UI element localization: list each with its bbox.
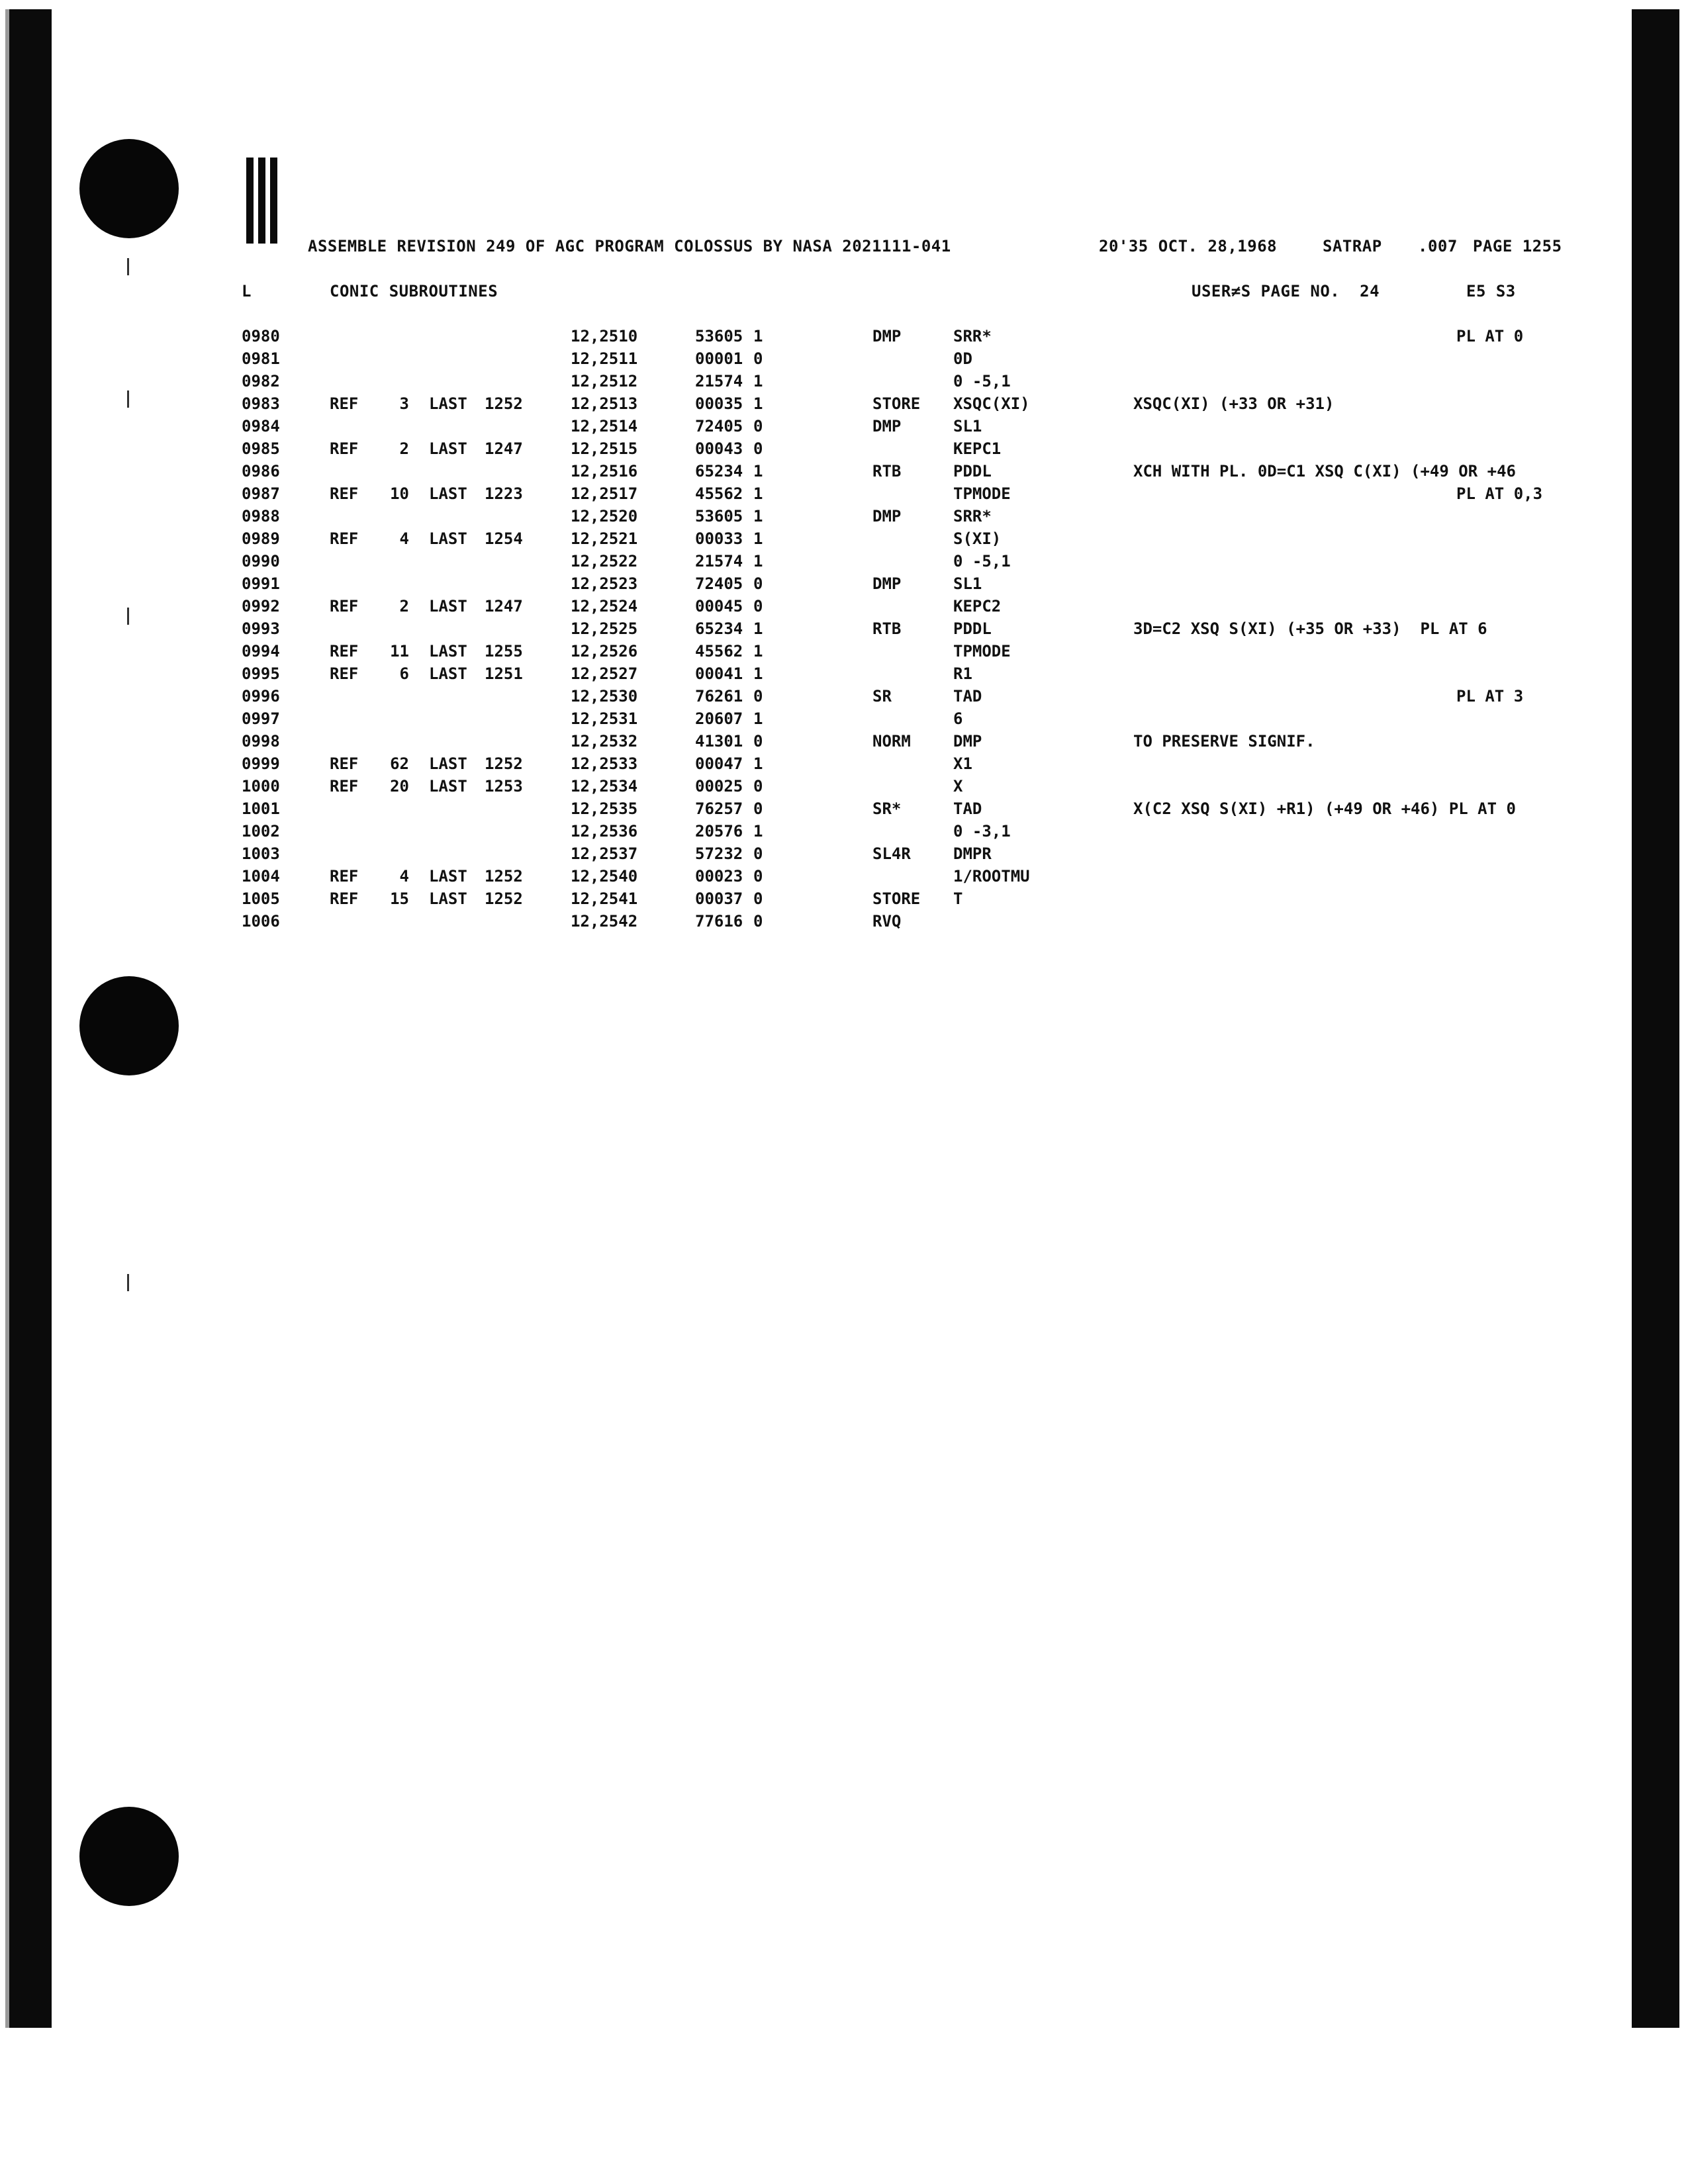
operand: 0 -5,1 [953, 552, 1011, 570]
listing-row [0, 486, 1688, 507]
octal-code: 72405 [695, 417, 743, 435]
listing-row [0, 576, 1688, 597]
parity: 0 [753, 889, 763, 908]
user-page: USER≠S PAGE NO. 24 [1192, 282, 1380, 300]
listing-row [0, 396, 1688, 417]
listing-row [0, 373, 1688, 394]
opcode: STORE [872, 394, 921, 413]
line-number: 0993 [242, 619, 280, 638]
listing-row [0, 801, 1688, 822]
line-number: 0994 [242, 642, 280, 660]
parity: 0 [753, 799, 763, 818]
operand: 0 -3,1 [953, 822, 1011, 841]
address: 12,2532 [571, 732, 638, 751]
listing-row [0, 711, 1688, 732]
ref-label: REF [330, 529, 359, 548]
octal-code: 41301 [695, 732, 743, 751]
comment: XCH WITH PL. 0D=C1 XSQ C(XI) (+49 OR +46 [1133, 462, 1516, 480]
parity: 1 [753, 664, 763, 683]
ref-label: REF [330, 439, 359, 458]
line-number: 1005 [242, 889, 280, 908]
line-number: 0983 [242, 394, 280, 413]
operand: 6 [953, 709, 963, 728]
parity: 1 [753, 529, 763, 548]
parity: 1 [753, 327, 763, 345]
operand: SL1 [953, 417, 982, 435]
last-number: 1223 [485, 484, 523, 503]
operand: X [953, 777, 963, 796]
section-title: CONIC SUBROUTINES [330, 282, 498, 300]
operand: SRR* [953, 327, 992, 345]
parity: 1 [753, 394, 763, 413]
line-number: 0990 [242, 552, 280, 570]
octal-code: 57232 [695, 844, 743, 863]
octal-code: 76257 [695, 799, 743, 818]
identification-bars [246, 158, 286, 244]
assemble-title: ASSEMBLE REVISION 249 OF AGC PROGRAM COLOSSUS BY NASA 2021111-041 [308, 237, 951, 255]
ref-count: 6 [399, 664, 409, 683]
opcode: DMP [872, 417, 902, 435]
ref-label: REF [330, 867, 359, 886]
last-label: LAST [429, 867, 467, 886]
ref-count: 15 [390, 889, 409, 908]
listing-row [0, 688, 1688, 709]
operand: KEPC1 [953, 439, 1002, 458]
last-number: 1255 [485, 642, 523, 660]
last-number: 1252 [485, 889, 523, 908]
last-label: LAST [429, 439, 467, 458]
line-number: 1003 [242, 844, 280, 863]
address: 12,2514 [571, 417, 638, 435]
opcode: SR* [872, 799, 902, 818]
address: 12,2530 [571, 687, 638, 705]
listing-row [0, 351, 1688, 372]
address: 12,2537 [571, 844, 638, 863]
ref-count: 2 [399, 439, 409, 458]
operand: 0D [953, 349, 972, 368]
parity: 0 [753, 417, 763, 435]
address: 12,2522 [571, 552, 638, 570]
listing-row [0, 868, 1688, 889]
address: 12,2541 [571, 889, 638, 908]
last-label: LAST [429, 642, 467, 660]
address: 12,2515 [571, 439, 638, 458]
punch-hole-top [79, 139, 179, 238]
ref-label: REF [330, 597, 359, 615]
ref-count: 20 [390, 777, 409, 796]
address: 12,2526 [571, 642, 638, 660]
octal-code: 00047 [695, 754, 743, 773]
last-label: LAST [429, 529, 467, 548]
octal-code: 21574 [695, 372, 743, 390]
line-number: 1000 [242, 777, 280, 796]
note: PL AT 0 [1456, 327, 1524, 345]
line-number: 0981 [242, 349, 280, 368]
line-number: 1001 [242, 799, 280, 818]
octal-code: 77616 [695, 912, 743, 931]
punch-hole-middle [79, 976, 179, 1075]
comment: TO PRESERVE SIGNIF. [1133, 732, 1315, 751]
listing-row [0, 531, 1688, 552]
octal-code: 00033 [695, 529, 743, 548]
octal-code: 00001 [695, 349, 743, 368]
operand: TPMODE [953, 484, 1011, 503]
listing-row [0, 328, 1688, 349]
last-label: LAST [429, 889, 467, 908]
timestamp: 20'35 OCT. 28,1968 [1099, 237, 1278, 255]
parity: 1 [753, 709, 763, 728]
comment: 3D=C2 XSQ S(XI) (+35 OR +33) PL AT 6 [1133, 619, 1487, 638]
last-number: 1253 [485, 777, 523, 796]
octal-code: 00037 [695, 889, 743, 908]
ref-label: REF [330, 889, 359, 908]
opcode: RTB [872, 619, 902, 638]
comment: X(C2 XSQ S(XI) +R1) (+49 OR +46) PL AT 0 [1133, 799, 1516, 818]
parity: 0 [753, 844, 763, 863]
ref-label: REF [330, 777, 359, 796]
listing-row [0, 418, 1688, 439]
operand: PDDL [953, 619, 992, 638]
address: 12,2524 [571, 597, 638, 615]
listing-row [0, 463, 1688, 484]
ref-label: REF [330, 754, 359, 773]
operand: XSQC(XI) [953, 394, 1030, 413]
listing-row [0, 643, 1688, 664]
line-number: 1006 [242, 912, 280, 931]
octal-code: 00023 [695, 867, 743, 886]
parity: 1 [753, 507, 763, 525]
user-code: SATRAP [1323, 237, 1382, 255]
ref-count: 10 [390, 484, 409, 503]
line-number: 1002 [242, 822, 280, 841]
octal-code: 53605 [695, 327, 743, 345]
address: 12,2513 [571, 394, 638, 413]
octal-code: 53605 [695, 507, 743, 525]
section-letter: L [242, 282, 252, 300]
parity: 1 [753, 552, 763, 570]
operand: X1 [953, 754, 972, 773]
line-number: 1004 [242, 867, 280, 886]
address: 12,2512 [571, 372, 638, 390]
last-label: LAST [429, 664, 467, 683]
address: 12,2540 [571, 867, 638, 886]
operand: S(XI) [953, 529, 1002, 548]
parity: 1 [753, 754, 763, 773]
opcode: SR [872, 687, 892, 705]
line-number: 0999 [242, 754, 280, 773]
operand: PDDL [953, 462, 992, 480]
octal-code: 76261 [695, 687, 743, 705]
last-label: LAST [429, 394, 467, 413]
ref-label: REF [330, 484, 359, 503]
version: .007 [1418, 237, 1458, 255]
operand: 0 -5,1 [953, 372, 1011, 390]
opcode: SL4R [872, 844, 911, 863]
octal-code: 72405 [695, 574, 743, 593]
operand: SL1 [953, 574, 982, 593]
address: 12,2523 [571, 574, 638, 593]
line-number: 0996 [242, 687, 280, 705]
listing-row [0, 621, 1688, 642]
address: 12,2527 [571, 664, 638, 683]
last-number: 1252 [485, 394, 523, 413]
octal-code: 45562 [695, 484, 743, 503]
ref-label: REF [330, 394, 359, 413]
operand: TAD [953, 799, 982, 818]
line-number: 0998 [242, 732, 280, 751]
operand: TPMODE [953, 642, 1011, 660]
address: 12,2542 [571, 912, 638, 931]
octal-code: 00035 [695, 394, 743, 413]
operand: TAD [953, 687, 982, 705]
octal-code: 00025 [695, 777, 743, 796]
comment: XSQC(XI) (+33 OR +31) [1133, 394, 1335, 413]
address: 12,2534 [571, 777, 638, 796]
operand: SRR* [953, 507, 992, 525]
address: 12,2535 [571, 799, 638, 818]
parity: 1 [753, 822, 763, 841]
opcode: DMP [872, 574, 902, 593]
listing-row [0, 891, 1688, 912]
parity: 1 [753, 372, 763, 390]
ref-count: 11 [390, 642, 409, 660]
line-number: 0986 [242, 462, 280, 480]
listing-row [0, 553, 1688, 574]
line-number: 0982 [242, 372, 280, 390]
ref-count: 4 [399, 529, 409, 548]
octal-code: 20576 [695, 822, 743, 841]
address: 12,2517 [571, 484, 638, 503]
last-label: LAST [429, 777, 467, 796]
margin-tick [127, 258, 129, 275]
last-number: 1251 [485, 664, 523, 683]
octal-code: 65234 [695, 619, 743, 638]
opcode: RTB [872, 462, 902, 480]
parity: 0 [753, 439, 763, 458]
last-number: 1254 [485, 529, 523, 548]
address: 12,2536 [571, 822, 638, 841]
listing-row [0, 666, 1688, 687]
note: PL AT 0,3 [1456, 484, 1543, 503]
operand: DMP [953, 732, 982, 751]
page-label: PAGE 1255 [1473, 237, 1562, 255]
parity: 0 [753, 732, 763, 751]
operand: 1/ROOTMU [953, 867, 1030, 886]
octal-code: 21574 [695, 552, 743, 570]
punch-hole-bottom [79, 1807, 179, 1906]
listing-row [0, 733, 1688, 754]
listing-row [0, 778, 1688, 799]
line-number: 0991 [242, 574, 280, 593]
line-number: 0980 [242, 327, 280, 345]
line-number: 0985 [242, 439, 280, 458]
opcode: RVQ [872, 912, 902, 931]
last-number: 1252 [485, 867, 523, 886]
opcode: DMP [872, 507, 902, 525]
parity: 0 [753, 349, 763, 368]
address: 12,2533 [571, 754, 638, 773]
address: 12,2510 [571, 327, 638, 345]
ref-count: 4 [399, 867, 409, 886]
listing-row [0, 756, 1688, 777]
parity: 0 [753, 777, 763, 796]
opcode: NORM [872, 732, 911, 751]
parity: 1 [753, 642, 763, 660]
listing-row [0, 598, 1688, 619]
last-label: LAST [429, 597, 467, 615]
line-number: 0989 [242, 529, 280, 548]
line-number: 0984 [242, 417, 280, 435]
listing-row [0, 441, 1688, 462]
octal-code: 00041 [695, 664, 743, 683]
parity: 1 [753, 619, 763, 638]
parity: 0 [753, 867, 763, 886]
last-label: LAST [429, 754, 467, 773]
ref-label: REF [330, 642, 359, 660]
listing-row [0, 508, 1688, 529]
parity: 1 [753, 484, 763, 503]
left-black-border [9, 9, 52, 2028]
note: PL AT 3 [1456, 687, 1524, 705]
operand: R1 [953, 664, 972, 683]
octal-code: 00045 [695, 597, 743, 615]
ref-count: 2 [399, 597, 409, 615]
line-number: 0988 [242, 507, 280, 525]
parity: 0 [753, 687, 763, 705]
parity: 1 [753, 462, 763, 480]
octal-code: 00043 [695, 439, 743, 458]
bank-code: E5 S3 [1466, 282, 1516, 300]
line-number: 0992 [242, 597, 280, 615]
parity: 0 [753, 597, 763, 615]
address: 12,2521 [571, 529, 638, 548]
octal-code: 65234 [695, 462, 743, 480]
margin-tick [127, 1274, 129, 1291]
parity: 0 [753, 912, 763, 931]
last-number: 1247 [485, 597, 523, 615]
octal-code: 20607 [695, 709, 743, 728]
listing-row [0, 823, 1688, 844]
line-number: 0995 [242, 664, 280, 683]
operand: DMPR [953, 844, 992, 863]
address: 12,2531 [571, 709, 638, 728]
line-number: 0997 [242, 709, 280, 728]
address: 12,2525 [571, 619, 638, 638]
last-number: 1252 [485, 754, 523, 773]
line-number: 0987 [242, 484, 280, 503]
ref-label: REF [330, 664, 359, 683]
parity: 0 [753, 574, 763, 593]
right-black-border [1632, 9, 1679, 2028]
ref-count: 3 [399, 394, 409, 413]
opcode: DMP [872, 327, 902, 345]
address: 12,2511 [571, 349, 638, 368]
last-number: 1247 [485, 439, 523, 458]
opcode: STORE [872, 889, 921, 908]
last-label: LAST [429, 484, 467, 503]
listing-row [0, 846, 1688, 867]
operand: T [953, 889, 963, 908]
ref-count: 62 [390, 754, 409, 773]
operand: KEPC2 [953, 597, 1002, 615]
listing-row [0, 913, 1688, 934]
address: 12,2520 [571, 507, 638, 525]
address: 12,2516 [571, 462, 638, 480]
octal-code: 45562 [695, 642, 743, 660]
